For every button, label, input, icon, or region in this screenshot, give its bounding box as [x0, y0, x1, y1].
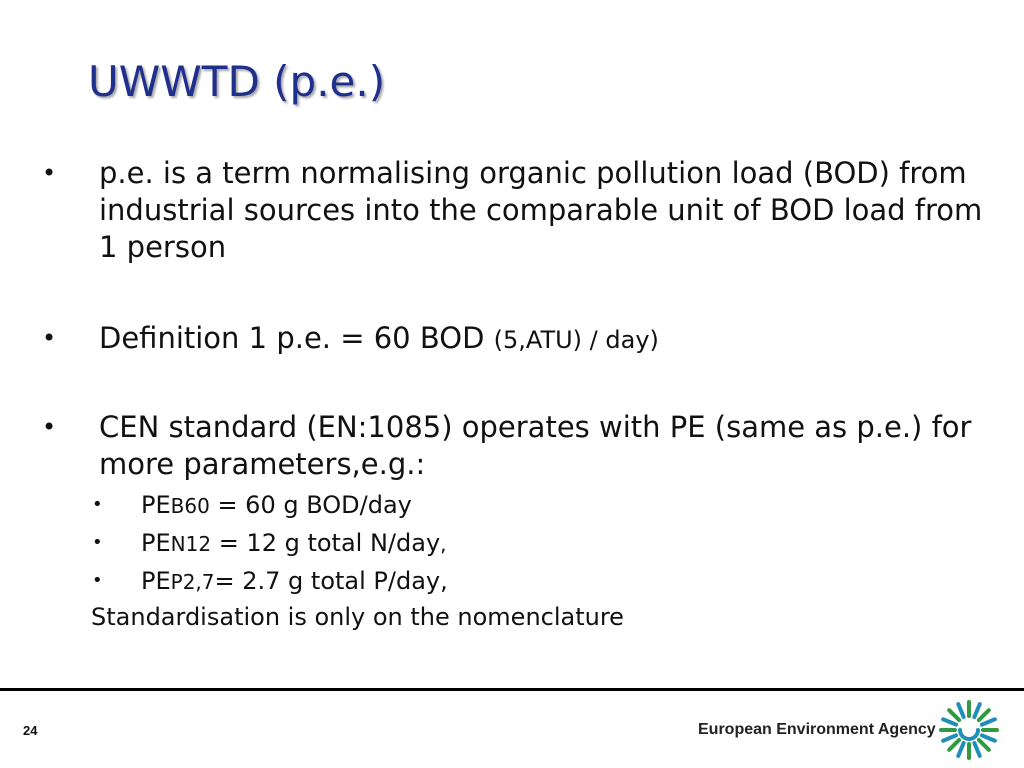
- logo-ray: [949, 710, 959, 720]
- pe-value: = 2.7 g total P/day,: [214, 567, 448, 595]
- pe-prefix: PE: [141, 529, 171, 557]
- bullet-text: CEN standard (EN:1085) operates with PE (same as p.e.) for more parameters,e.g.:: [99, 410, 972, 481]
- sub-bullet-icon: •: [92, 494, 103, 515]
- bullet-item: [42, 155, 989, 266]
- sub-bullet-item: [92, 527, 447, 560]
- pe-subscript: P2,7: [170, 570, 215, 594]
- bullet-icon: •: [42, 159, 57, 187]
- bullet-text: Definition 1 p.e. = 60 BOD: [99, 321, 494, 355]
- bullet-icon: •: [42, 413, 57, 441]
- page-number: 24: [23, 723, 38, 738]
- logo-ray: [982, 735, 995, 740]
- logo-ray: [943, 719, 956, 724]
- logo-ray: [949, 740, 959, 750]
- bullet-item: [42, 320, 989, 359]
- bullet-item: [42, 409, 989, 483]
- pe-value: = 12 g total N/day: [211, 529, 441, 557]
- logo-ray: [974, 704, 979, 717]
- pe-subscript: N12: [170, 532, 212, 556]
- bullet-text: p.e. is a term normalising organic pollution load (BOD) from industrial sources into the comparable unit of BOD load from 1 person: [99, 156, 983, 264]
- eea-logo-icon: [935, 697, 999, 761]
- logo-ray: [982, 719, 995, 724]
- sub-bullet-icon: •: [92, 532, 103, 553]
- standardisation-note: Standardisation is only on the nomenclature: [91, 603, 624, 631]
- logo-ray: [943, 735, 956, 740]
- logo-ray: [958, 704, 963, 717]
- pe-prefix: PE: [141, 491, 171, 519]
- logo-ray: [974, 743, 979, 756]
- footer-divider: [0, 688, 1024, 691]
- agency-name: European Environment Agency: [698, 721, 936, 738]
- pe-prefix: PE: [141, 567, 171, 595]
- logo-ray: [979, 710, 989, 720]
- pe-subscript: B60: [170, 494, 210, 518]
- slide-title: UWWTD (p.e.): [88, 57, 386, 106]
- logo-ray: [958, 743, 963, 756]
- sub-bullet-icon: •: [92, 570, 103, 591]
- bullet-small-text: (5,ATU) / day): [493, 326, 659, 354]
- pe-value: = 60 g BOD/day: [209, 491, 412, 519]
- logo-ray: [979, 740, 989, 750]
- pe-tail: ,: [440, 532, 447, 556]
- sub-bullet-item: [92, 489, 412, 522]
- bullet-icon: •: [42, 324, 57, 352]
- sub-bullet-item: [92, 565, 448, 598]
